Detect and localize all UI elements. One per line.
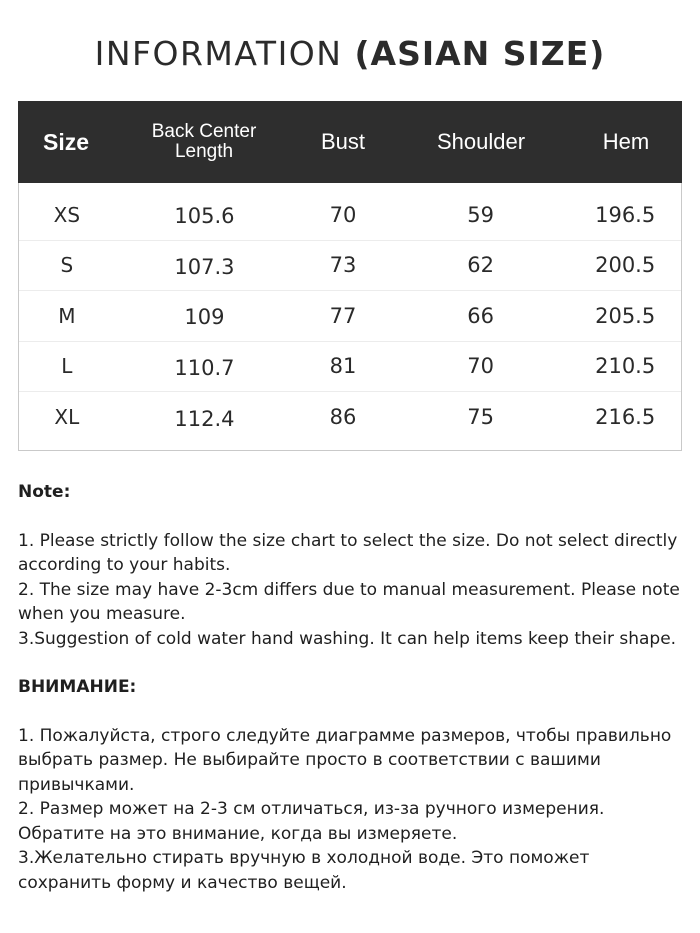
cell-size: XS — [53, 202, 81, 227]
note-item-ru-2: 2. Размер может на 2-3 см отличаться, из-за ручного измерения. Обратите на это внимание, когда вы измеряете. — [18, 799, 605, 844]
cell-shoulder: 62 — [467, 253, 494, 278]
note-item-en-3: 3.Suggestion of cold water hand washing. It can help items keep their shape. — [18, 628, 677, 649]
cell-hem: 205.5 — [595, 303, 656, 328]
cell-hem: 200.5 — [595, 253, 656, 278]
cell-hem: 216.5 — [595, 405, 656, 430]
cell-shoulder: 75 — [467, 405, 494, 430]
header-hem: Hem — [602, 129, 650, 154]
cell-size: S — [60, 253, 74, 278]
header-back-center-length — [114, 122, 294, 162]
header-back-center-line1: Back Center — [151, 121, 257, 142]
table-row — [19, 291, 681, 342]
cell-shoulder: 70 — [467, 354, 494, 379]
cell-size: M — [58, 303, 76, 328]
size-table — [18, 101, 682, 451]
note-heading-ru: ВНИМАНИЕ: — [18, 677, 137, 697]
page-title — [0, 32, 700, 76]
table-body — [19, 190, 681, 443]
cell-bust: 70 — [329, 202, 357, 227]
cell-back-center-length: 112.4 — [174, 406, 235, 431]
table-row — [19, 392, 681, 443]
table-row — [19, 241, 681, 292]
cell-hem: 196.5 — [595, 202, 656, 227]
table-header — [18, 101, 682, 183]
title-information: INFORMATION — [94, 34, 355, 73]
cell-back-center-length: 105.6 — [174, 204, 235, 229]
note-heading-en: Note: — [18, 482, 71, 502]
cell-bust: 73 — [329, 253, 357, 278]
cell-size: XL — [54, 405, 80, 430]
cell-bust: 86 — [329, 405, 357, 430]
note-item-ru-3: 3.Желательно стирать вручную в холодной воде. Это поможет сохранить форму и качество вещей. — [18, 848, 590, 893]
cell-bust: 77 — [329, 303, 357, 328]
header-shoulder: Shoulder — [436, 129, 526, 154]
title-asian-size: (ASIAN SIZE) — [354, 34, 606, 73]
table-row — [19, 190, 681, 241]
notes-section — [18, 480, 682, 895]
note-item-en-1: 1. Please strictly follow the size chart to select the size. Do not select directly according to your habits. — [18, 530, 678, 575]
note-item-en-2: 2. The size may have 2-3cm differs due to manual measurement. Please note when you measure. — [18, 579, 680, 624]
header-bust: Bust — [320, 129, 366, 154]
cell-shoulder: 59 — [467, 202, 494, 227]
header-back-center-line2: Length — [174, 141, 234, 162]
header-size: Size — [42, 129, 90, 155]
cell-hem: 210.5 — [595, 354, 656, 379]
cell-back-center-length: 107.3 — [174, 254, 235, 279]
cell-bust: 81 — [329, 354, 357, 379]
table-row — [19, 342, 681, 393]
cell-size: L — [61, 354, 73, 379]
cell-shoulder: 66 — [467, 303, 494, 328]
note-item-ru-1: 1. Пожалуйста, строго следуйте диаграмме размеров, чтобы правильно выбрать размер. Не выбирайте просто в соответствии с вашими привычками. — [18, 725, 672, 795]
cell-back-center-length: 109 — [184, 305, 225, 330]
cell-back-center-length: 110.7 — [174, 355, 235, 380]
